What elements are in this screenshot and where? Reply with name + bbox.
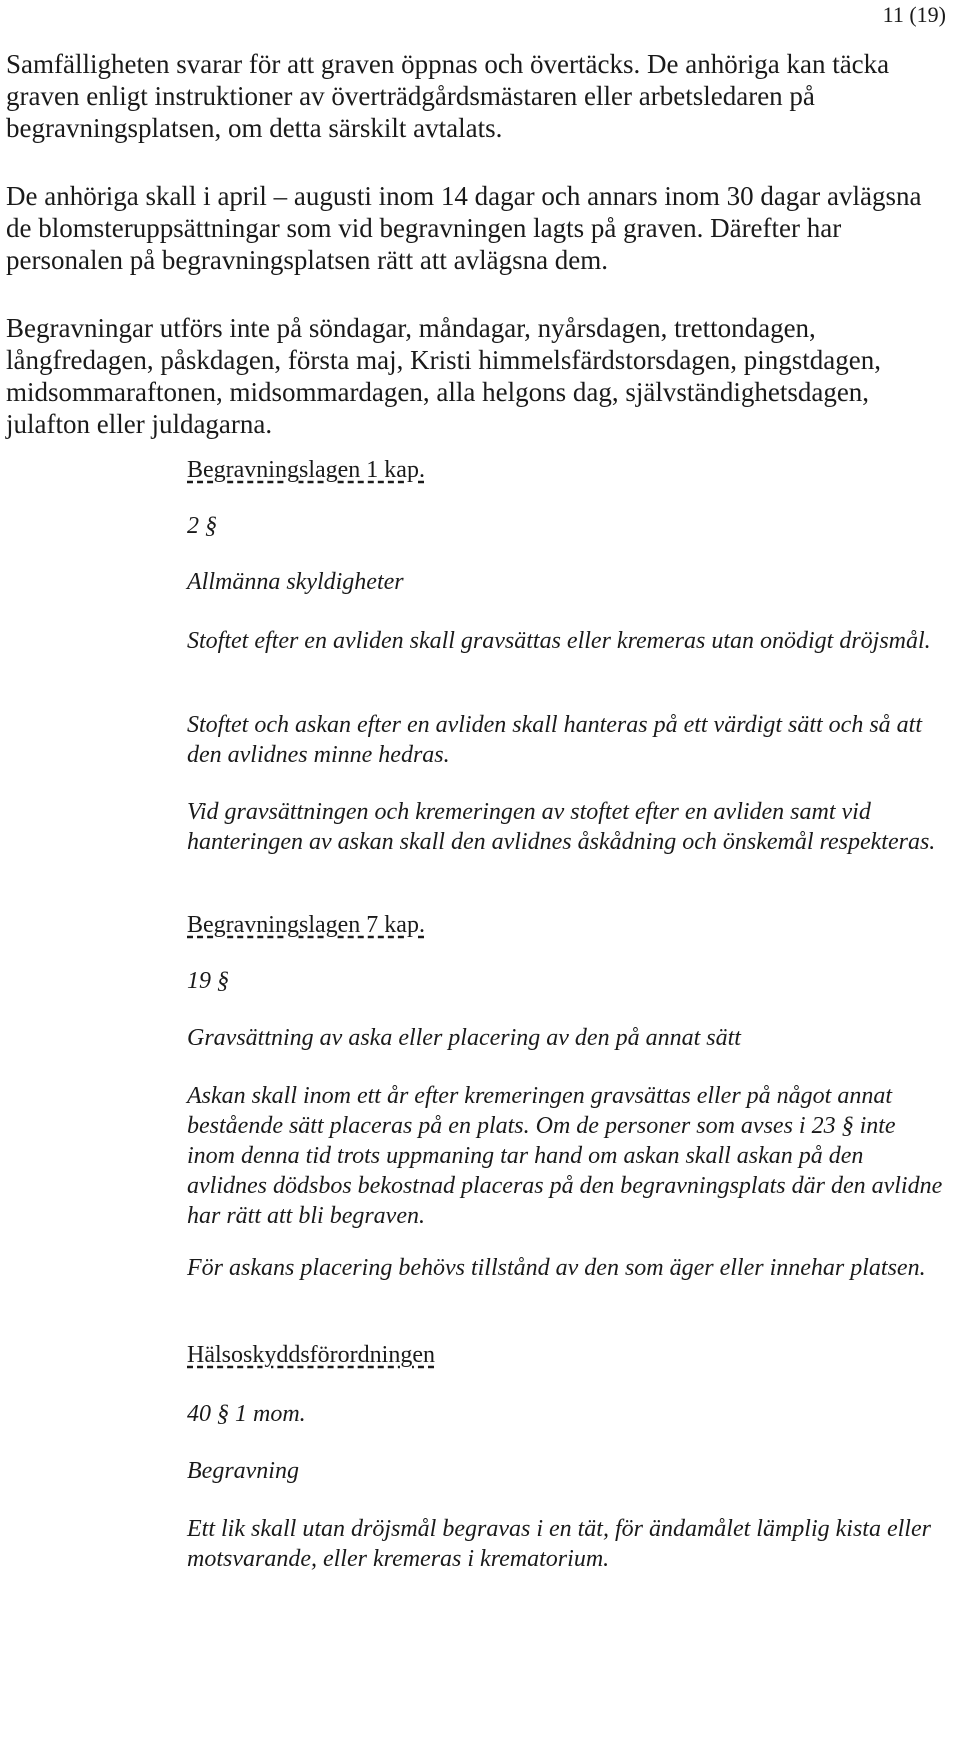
law3-heading: Begravning: [187, 1458, 299, 1484]
law1-heading: Allmänna skyldigheter: [187, 569, 404, 595]
law1-paragraph-3: Vid gravsättningen och kremeringen av stoftet efter en avliden samt vid hanteringen av askan skall den avlidnes åskådning och önskemål respekteras.: [187, 799, 936, 855]
paragraph-no-burial-days: Begravningar utförs inte på söndagar, måndagar, nyårsdagen, trettondagen, långfredagen, påskdagen, första maj, Kristi himmelsfärdstorsdagen, pingstdagen, midsommaraftonen, midsommardagen, alla helgons dag, självständighetsdagen, julafton eller juldagarna.: [6, 313, 882, 439]
law2-paragraph-1: Askan skall inom ett år efter kremeringen gravsättas eller på något annat bestående sätt placeras på en plats. Om de personer som avses i 23 § inte inom denna tid trots uppmaning tar hand om askan skall askan på den avlidnes dödsbos bekostnad placeras på den begravningsplats där den avlidne har rätt att bli begraven.: [187, 1083, 943, 1229]
law1-title: [187, 455, 947, 485]
law3-paragraph-1: Ett lik skall utan dröjsmål begravas i en tät, för ändamålet lämplig kista eller motsvarande, eller kremeras i krematorium.: [187, 1516, 931, 1572]
law2-paragraph-2: För askans placering behövs tillstånd av den som äger eller innehar platsen.: [187, 1255, 926, 1281]
law2-title-wrap: [187, 910, 947, 940]
paragraph-cemetery-duties: Samfälligheten svarar för att graven öppnas och övertäcks. De anhöriga kan täcka graven enligt instruktioner av överträdgårdsmästaren eller arbetsledaren på begravningsplatsen, om detta särskilt avtalats.: [6, 49, 890, 143]
law3-title-wrap: [187, 1340, 947, 1370]
law1-paragraph-1: Stoftet efter en avliden skall gravsättas eller kremeras utan onödigt dröjsmål.: [187, 628, 931, 654]
page-number: 11 (19): [882, 2, 946, 27]
law3-section: 40 § 1 mom.: [187, 1401, 306, 1427]
law1-paragraph-2: Stoftet och askan efter en avliden skall hanteras på ett värdigt sätt och så att den avlidnes minne hedras.: [187, 712, 922, 768]
paragraph-flower-removal: De anhöriga skall i april – augusti inom 14 dagar och annars inom 30 dagar avlägsna de blomsteruppsättningar som vid begravningen lagts på graven. Därefter har personalen på begravningsplatsen rätt att avlägsna dem.: [6, 181, 922, 275]
law3-title: Hälsoskyddsförordningen: [187, 1342, 435, 1368]
law2-section: 19 §: [187, 968, 229, 994]
law2-heading: Gravsättning av aska eller placering av den på annat sätt: [187, 1025, 741, 1051]
law1-title-text: Begravningslagen 1 kap.: [187, 457, 425, 483]
law2-title: Begravningslagen 7 kap.: [187, 912, 425, 938]
body-text: [6, 48, 936, 440]
law1-section: 2 §: [187, 513, 217, 539]
